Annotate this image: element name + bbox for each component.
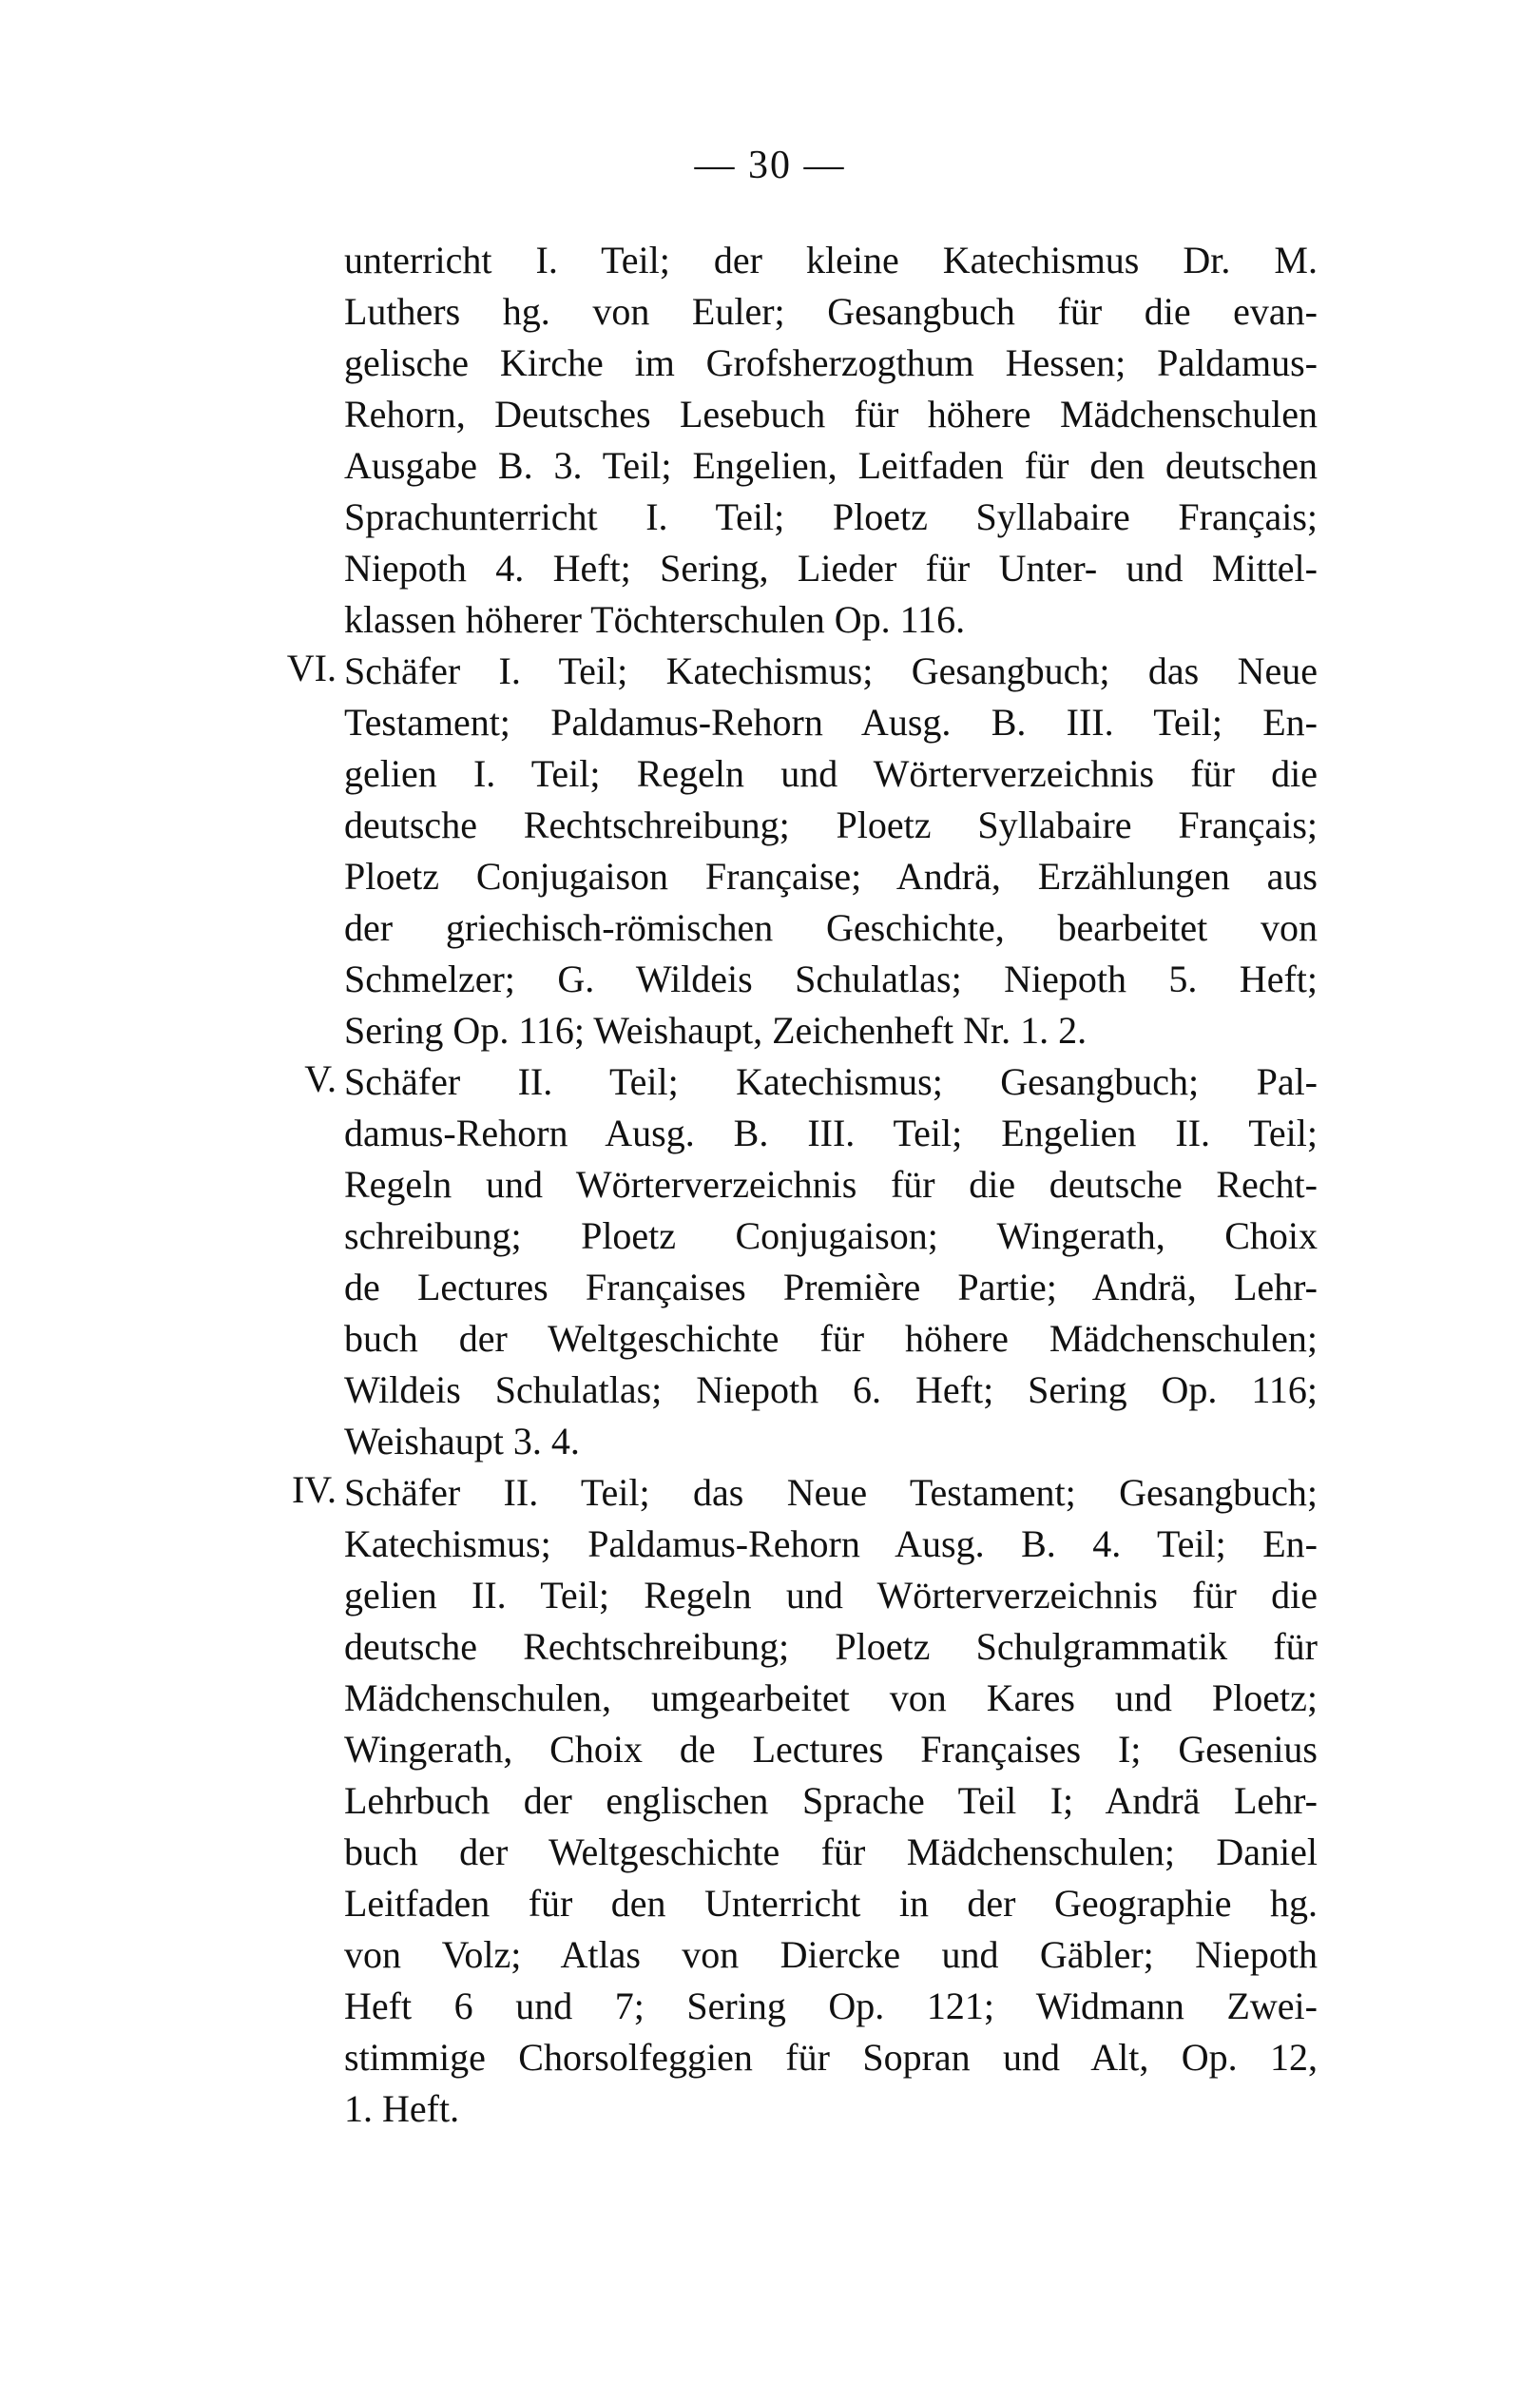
class-marker: V. <box>304 1057 337 1100</box>
text-line: deutsche Rechtschreibung; Ploetz Syllabaire Français; <box>344 804 1318 846</box>
text-line: von Volz; Atlas von Diercke und Gäbler; Niepoth <box>344 1933 1318 1976</box>
text-line: gelien I. Teil; Regeln und Wörterverzeichnis für die <box>344 752 1318 795</box>
text-line: de Lectures Françaises Première Partie; Andrä, Lehr- <box>344 1266 1318 1308</box>
class-marker: IV. <box>291 1468 337 1511</box>
text-line: Rehorn, Deutsches Lesebuch für höhere Mädchenschulen <box>344 393 1318 436</box>
text-line: Weishaupt 3. 4. <box>344 1420 580 1462</box>
text-line: deutsche Rechtschreibung; Ploetz Schulgrammatik für <box>344 1625 1318 1668</box>
text-line: Sering Op. 116; Weishaupt, Zeichenheft Nr. 1. 2. <box>344 1009 1088 1052</box>
text-line: Wingerath, Choix de Lectures Françaises I; Gesenius <box>344 1728 1318 1771</box>
page-number: — 30 — <box>694 144 846 187</box>
text-line: Testament; Paldamus-Rehorn Ausg. B. III. Teil; En- <box>344 701 1318 744</box>
text-line: buch der Weltgeschichte für Mädchenschulen; Daniel <box>344 1830 1318 1873</box>
text-line: stimmige Chorsolfeggien für Sopran und Alt, Op. 12, <box>344 2036 1318 2079</box>
section-class-iv <box>291 1467 1318 2135</box>
text-line: Schäfer II. Teil; Katechismus; Gesangbuch; Pal- <box>344 1060 1318 1103</box>
text-line: Katechismus; Paldamus-Rehorn Ausg. B. 4. Teil; En- <box>344 1522 1318 1565</box>
text-line: Ploetz Conjugaison Française; Andrä, Erzählungen aus <box>344 855 1318 898</box>
text-line: buch der Weltgeschichte für höhere Mädchenschulen; <box>344 1317 1318 1360</box>
section-continuation <box>344 235 1318 646</box>
section-class-vi <box>286 646 1318 1056</box>
text-line: Schmelzer; G. Wildeis Schulatlas; Niepoth 5. Heft; <box>344 958 1318 1000</box>
text-line: gelien II. Teil; Regeln und Wörterverzeichnis für die <box>344 1574 1318 1617</box>
text-line: Schäfer I. Teil; Katechismus; Gesangbuch; das Neue <box>344 649 1318 692</box>
text-line: Mädchenschulen, umgearbeitet von Kares und Ploetz; <box>344 1676 1318 1719</box>
text-line: Regeln und Wörterverzeichnis für die deutsche Recht- <box>344 1163 1318 1206</box>
text-line: Heft 6 und 7; Sering Op. 121; Widmann Zwei- <box>344 1985 1318 2027</box>
section-class-v <box>304 1056 1318 1467</box>
text-line: Leitfaden für den Unterricht in der Geographie hg. <box>344 1882 1318 1925</box>
text-line: Lehrbuch der englischen Sprache Teil I; Andrä Lehr- <box>344 1779 1318 1822</box>
text-line: 1. Heft. <box>344 2087 460 2130</box>
text-line: Sprachunterricht I. Teil; Ploetz Syllabaire Français; <box>344 495 1318 538</box>
text-line: der griechisch-römischen Geschichte, bearbeitet von <box>344 906 1318 949</box>
text-line: gelische Kirche im Grofsherzogthum Hessen; Paldamus- <box>344 341 1318 384</box>
text-line: Ausgabe B. 3. Teil; Engelien, Leitfaden für den deutschen <box>344 444 1318 487</box>
text-line: damus-Rehorn Ausg. B. III. Teil; Engelien II. Teil; <box>344 1112 1318 1154</box>
text-line: Niepoth 4. Heft; Sering, Lieder für Unter- und Mittel- <box>344 547 1318 590</box>
text-line: klassen höherer Töchterschulen Op. 116. <box>344 598 966 641</box>
text-line: schreibung; Ploetz Conjugaison; Wingerath, Choix <box>344 1214 1318 1257</box>
document-body <box>286 235 1318 2135</box>
text-line: Wildeis Schulatlas; Niepoth 6. Heft; Sering Op. 116; <box>344 1368 1318 1411</box>
class-marker: VI. <box>286 647 337 689</box>
text-line: Luthers hg. von Euler; Gesangbuch für die evan- <box>344 290 1318 333</box>
text-line: unterricht I. Teil; der kleine Katechismus Dr. M. <box>344 239 1318 281</box>
text-line: Schäfer II. Teil; das Neue Testament; Gesangbuch; <box>344 1471 1318 1514</box>
